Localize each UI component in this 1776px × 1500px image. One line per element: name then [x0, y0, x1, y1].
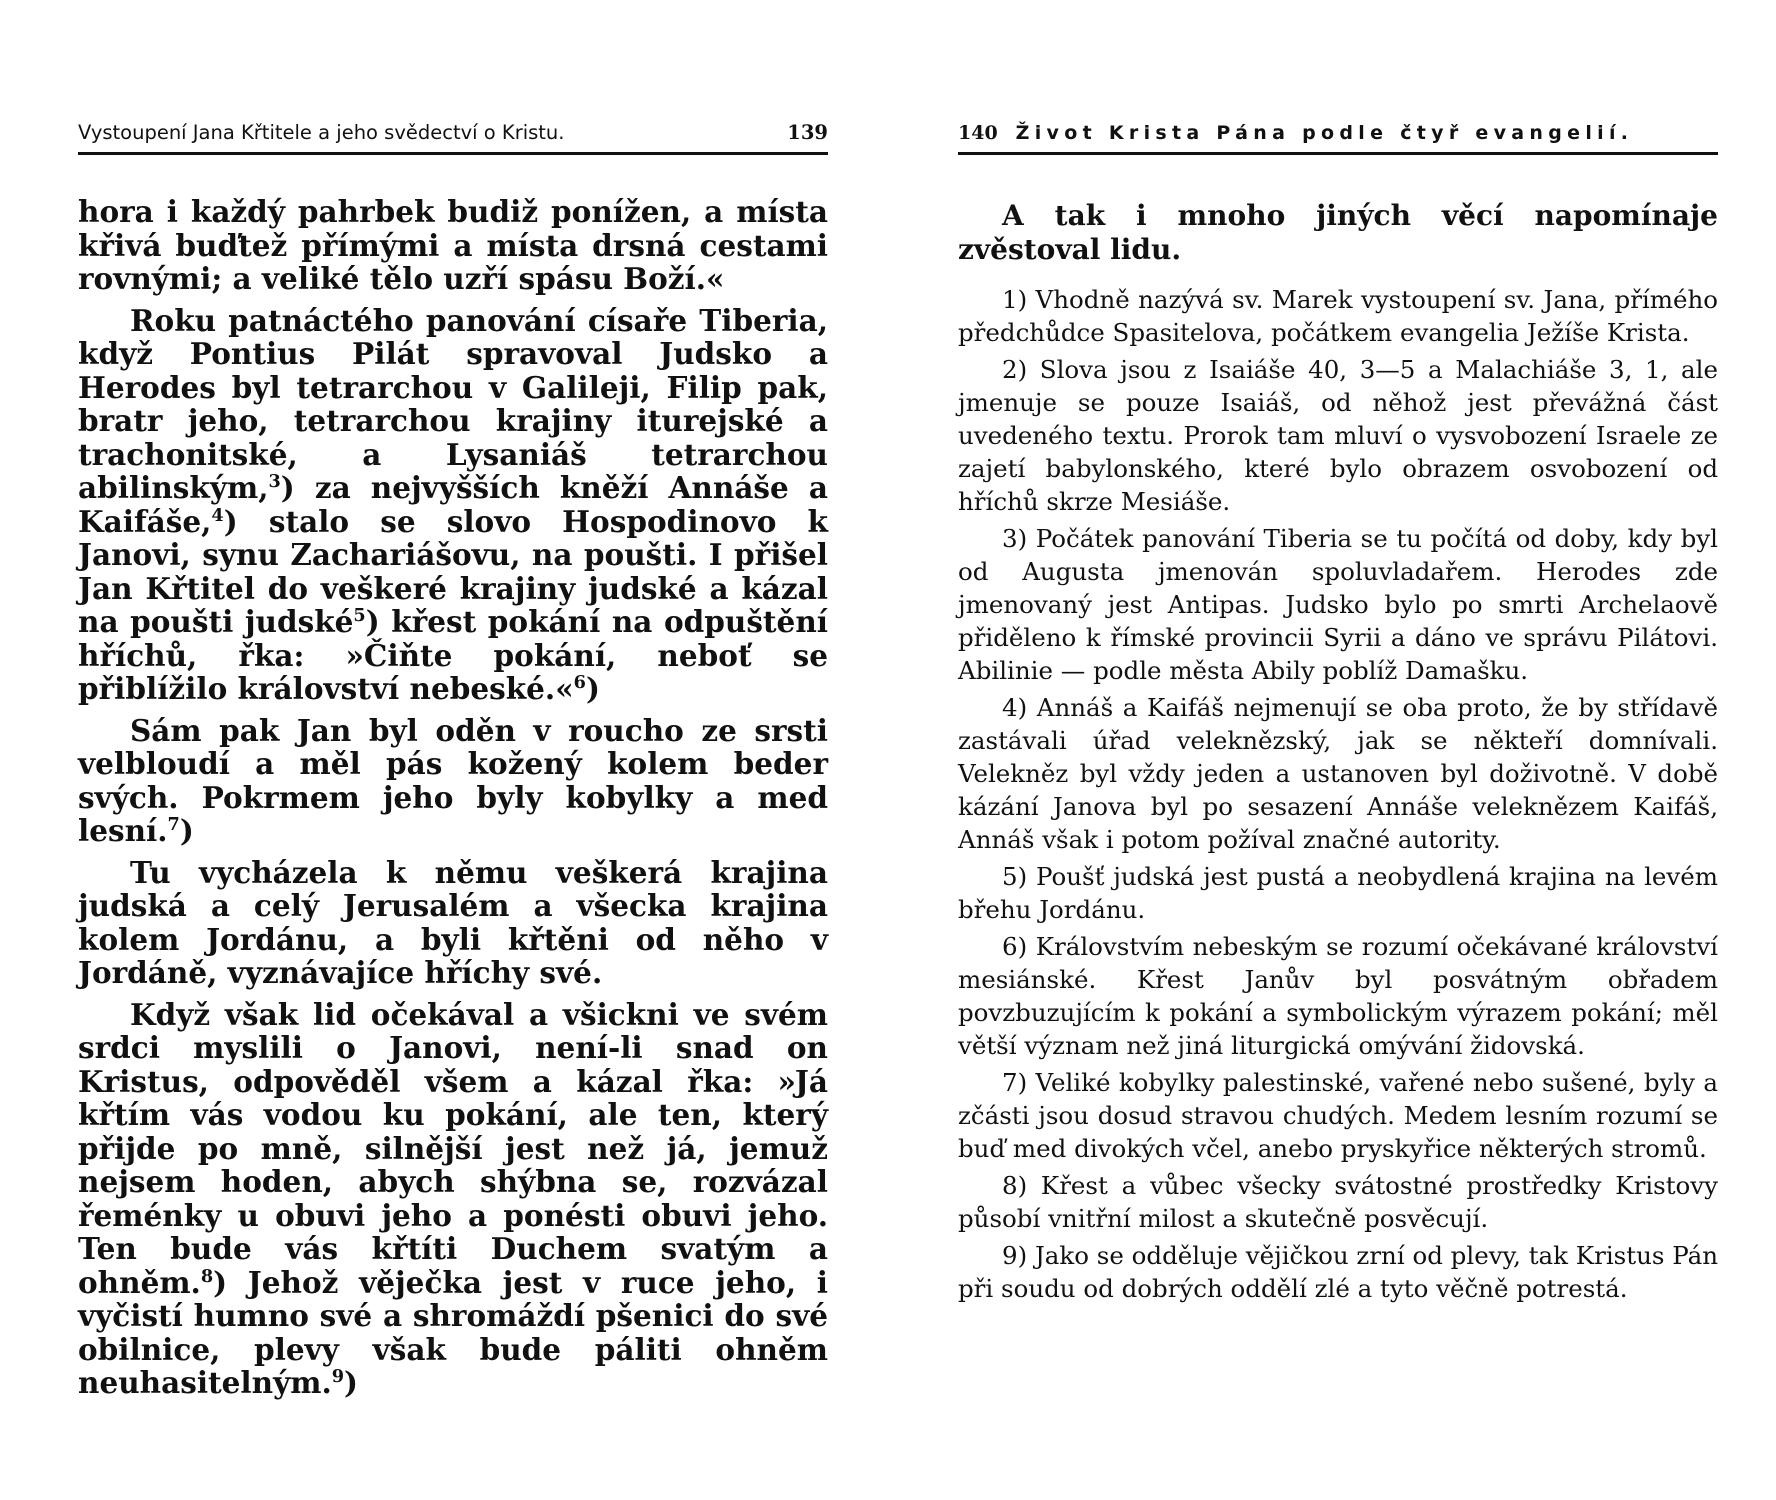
footnote-ref: 3: [268, 471, 281, 493]
footnote-paragraph: 8) Křest a vůbec všecky svátostné prostředky Kristovy působí vnitřní milost a skutečně posvěcují.: [958, 1171, 1718, 1233]
text-run: ): [585, 671, 600, 706]
footnote-ref: 9: [331, 1366, 345, 1388]
footnote-paragraph: 9) Jako se odděluje vějičkou zrní od plevy, tak Kristus Pán při soudu od dobrých oddělí zlé a tyto věčně potrestá.: [958, 1241, 1718, 1303]
footnote-paragraph: 1) Vhodně nazývá sv. Marek vystoupení sv. Jana, přímého předchůdce Spasitelova, počátkem evangelia Ježíše Krista.: [958, 285, 1718, 347]
lead-paragraph: A tak i mnoho jiných věcí napomínaje zvěstoval lidu.: [958, 199, 1718, 266]
right-body-text: [958, 199, 1718, 1305]
text-run: ) Jehož věječka jest v ruce jeho, i vyčistí humno své a shromáždí pšenici do své obilnice, plevy však bude páliti ohněm neuhasitelným.: [78, 1264, 828, 1400]
footnote-paragraph: 6) Královstvím nebeským se rozumí očekávané království mesiánské. Křest Janův byl posvátným obřadem povzbuzujícím k pokání a symbolickým výrazem pokání; měl větší význam než jiná liturgická omývání židovská.: [958, 932, 1718, 1060]
left-page-number: 139: [787, 121, 828, 144]
text-run: Sám pak Jan byl oděn v roucho ze srsti velbloudí a měl pás kožený kolem beder svých. Pokrmem jeho byly kobylky a med lesní.: [78, 712, 828, 848]
footnote-paragraph: 5) Poušť judská jest pustá a neobydlená krajina na levém břehu Jordánu.: [958, 862, 1718, 924]
body-paragraph: [78, 304, 828, 706]
body-paragraph: hora i každý pahrbek budiž ponížen, a místa křivá buďtež přímými a místa drsná cestami rovnými; a veliké tělo uzří spásu Boží.«: [78, 194, 828, 296]
left-header-rule: [78, 152, 828, 155]
body-paragraph: [78, 998, 828, 1400]
left-header-title: Vystoupení Jana Křtitele a jeho svědectví o Kristu.: [78, 121, 565, 144]
left-running-head: [78, 110, 828, 144]
footnote-ref: 5: [353, 605, 366, 627]
text-run: ): [344, 1365, 358, 1400]
text-run: Když však lid očekával a všickni ve svém srdci myslili o Janovi, není-li snad on Kristus, odpověděl všem a kázal řka: »Já křtím vás vodou ku pokání, ale ten, který přijde po mně, silnější jest než já, jemuž nejsem hoden, abych shýbna se, rozvázal řeménky u obuvi jeho a ponésti obuvi jeho. Ten bude vás křtíti Duchem svatým a ohněm.: [78, 996, 828, 1300]
right-running-head: [958, 110, 1718, 144]
right-header-rule: [958, 152, 1718, 155]
left-page: [78, 110, 828, 1408]
text-run: ) křest pokání na odpuštění hříchů, řka: »Čiňte pokání, neboť se přiblížilo království nebeské.«: [78, 604, 828, 706]
body-paragraph: Tu vycházela k němu veškerá krajina judská a celý Jerusalém a všecka krajina kolem Jordánu, a byli křtěni od něho v Jordáně, vyznávajíce hříchy své.: [78, 854, 828, 990]
footnote-ref: 8: [200, 1265, 214, 1287]
text-run: ) za nejvyšších kněží Annáše a Kaifáše,: [78, 470, 828, 539]
footnote-ref: 6: [573, 672, 586, 694]
left-body-text: [78, 195, 828, 1400]
right-page-number: 140: [958, 122, 998, 144]
footnote-ref: 4: [211, 504, 224, 526]
footnote-ref: 7: [167, 814, 180, 836]
footnote-paragraph: 2) Slova jsou z Isaiáše 40, 3—5 a Malachiáše 3, 1, ale jmenuje se pouze Isaiáš, od něhož jest převážná část uvedeného textu. Prorok tam mluví o vysvobození Israele ze zajetí babylonského, které bylo obrazem osvobození od hříchů skrze Mesiáše.: [958, 355, 1718, 516]
footnote-paragraph: 7) Veliké kobylky palestinské, vařené nebo sušené, byly a zčásti jsou dosud stravou chudých. Medem lesním rozumí se buď med divokých včel, anebo pryskyřice některých stromů.: [958, 1068, 1718, 1163]
text-run: ) stalo se slovo Hospodinovo k Janovi, synu Zachariášovu, na poušti. I přišel Jan Křtitel do veškeré krajiny judské a kázal na poušti judské: [78, 503, 828, 639]
right-header-title: Život Krista Pána podle čtyř evangelií.: [1015, 122, 1634, 144]
footnote-paragraph: 4) Annáš a Kaifáš nejmenují se oba proto, že by střídavě zastávali úřad veleknězský, jak se někteří domnívali. Velekněz byl vždy jeden a ustanoven byl doživotně. V době kázání Janova byl po sesazení Annáše veleknězem Kaifáš, Annáš však i potom požíval značné autority.: [958, 693, 1718, 854]
right-page: [958, 110, 1718, 1309]
text-run: ): [179, 813, 194, 848]
body-paragraph: [78, 714, 828, 848]
footnote-paragraph: 3) Počátek panování Tiberia se tu počítá od doby, kdy byl od Augusta jmenován spoluvladařem. Herodes zde jmenovaný jest Antipas. Judsko bylo po smrti Archelaově přiděleno k římské provincii Syrii a dáno ve správu Pilátovi. Abilinie — podle města Abily poblíž Damašku.: [958, 524, 1718, 685]
text-run: Roku patnáctého panování císaře Tiberia, když Pontius Pilát spravoval Judsko a Herodes byl tetrarchou v Galileji, Filip pak, bratr jeho, tetrarchou krajiny iturejské a trachonitské, a Lysaniáš tetrarchou abilinským,: [78, 302, 828, 505]
